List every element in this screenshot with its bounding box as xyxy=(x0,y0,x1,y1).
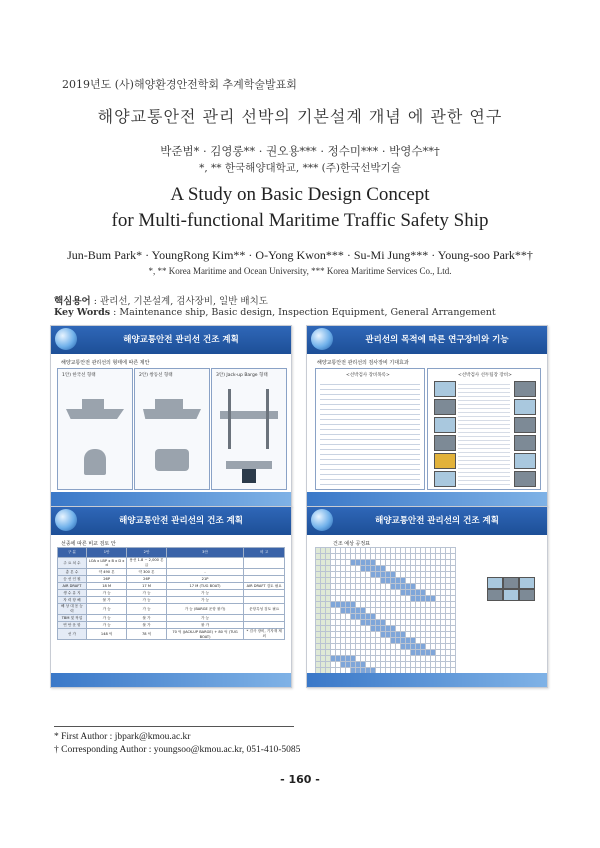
table-header-cell: 구 분 xyxy=(58,548,87,558)
barge-leg-image xyxy=(266,389,269,449)
keywords-korean-label: 핵심용어 xyxy=(54,296,91,307)
slide-footer xyxy=(51,673,291,687)
table-cell: 26P xyxy=(127,576,166,583)
table-cell: AIR DRAFT xyxy=(58,583,87,590)
proposal-label: 1안) 한국선 형태 xyxy=(62,373,96,378)
table-row xyxy=(58,597,285,604)
schedule-photo xyxy=(487,589,503,601)
globe-icon xyxy=(311,328,333,350)
catamaran-front-view-image xyxy=(155,449,189,471)
table-cell: 약 490 톤 xyxy=(86,569,127,576)
table-cell: 21P xyxy=(166,576,244,583)
barge-front-view-image xyxy=(226,461,272,469)
slide-equipment-functions xyxy=(306,325,548,507)
slide-title: 해양교통안전 관리선의 건조 계획 xyxy=(375,516,499,526)
table-cell: 불 가 xyxy=(127,622,166,629)
table-cell xyxy=(244,558,285,569)
affiliation-english: *, ** Korea Maritime and Ocean University, *** Korea Maritime Services Co., Ltd. xyxy=(148,266,452,276)
catamaran-superstructure-image xyxy=(155,399,183,409)
table-cell xyxy=(244,569,285,576)
keywords-english-text: : Maintenance ship, Basic design, Inspection Equipment, General Arrangement xyxy=(110,307,496,318)
table-cell: AIR DRAFT 검토 필요 xyxy=(244,583,285,590)
table-cell: 가 능 xyxy=(127,604,166,615)
slide-subtitle: 선종에 따른 비교 검토 안 xyxy=(61,541,116,547)
table-cell: * 검사 장비, 기자재 제외 xyxy=(244,629,285,640)
equipment-photo xyxy=(434,399,456,415)
slide-title: 해양교통안전 관리선의 건조 계획 xyxy=(119,516,243,526)
ship-superstructure-image xyxy=(82,399,104,409)
equipment-photo xyxy=(514,453,536,469)
slide-subtitle: 해양교통안전 관리선의 검사장비 기대효과 xyxy=(317,360,409,366)
equipment-photo xyxy=(514,381,536,397)
proposal-label: 3안) Jack-up Barge 형태 xyxy=(216,373,268,378)
slide-comparison-table xyxy=(50,506,292,688)
globe-icon xyxy=(55,509,77,531)
schedule-chart xyxy=(315,547,539,669)
barge-leg-image xyxy=(228,389,231,449)
table-cell xyxy=(244,597,285,604)
title-korean: 해양교통안전 관리 선박의 기본설계 개념 에 관한 연구 xyxy=(97,107,503,126)
equipment-photo xyxy=(514,399,536,415)
slide-title: 관리선의 목적에 따른 연구장비와 기능 xyxy=(365,335,509,345)
table-cell: 78 억 xyxy=(127,629,166,640)
table-cell: 가 능 xyxy=(86,590,127,597)
table-cell: 가 능 xyxy=(86,622,127,629)
table-cell: 가 능 xyxy=(127,597,166,604)
table-cell: TBM 및 작업 xyxy=(58,615,87,622)
slide-footer xyxy=(51,492,291,506)
proposal-panel-1 xyxy=(57,368,133,490)
table-cell: 선 가 xyxy=(58,629,87,640)
table-cell: 해 상 대 응 능 력 xyxy=(58,604,87,615)
table-row xyxy=(58,576,285,583)
equipment-effects-panel xyxy=(427,368,541,490)
slide-title: 해양교통안전 관리선 건조 계획 xyxy=(123,335,239,345)
slide-header xyxy=(307,326,547,354)
table-cell: 148 억 xyxy=(86,629,127,640)
slide-subtitle: 해양교통안전 관리선의 형태에 따른 제안 xyxy=(61,360,150,366)
table-cell: 용선 1.8 ~ 2,000 톤급 xyxy=(127,558,166,569)
table-cell: 가 능 (BARGE 운항 불가) xyxy=(166,604,244,615)
conference-header: 2019년도 (사)해양환경안전학회 추계학술발표회 xyxy=(62,78,297,91)
schedule-photo xyxy=(519,577,535,589)
table-cell: 가 능 xyxy=(86,604,127,615)
equipment-photo xyxy=(434,381,456,397)
equipment-photo xyxy=(514,435,536,451)
table-row xyxy=(58,583,285,590)
title-english-line2: for Multi-functional Maritime Traffic Safety Ship xyxy=(111,210,489,231)
catamaran-side-view-image xyxy=(143,409,201,419)
table-cell: 17 M xyxy=(127,583,166,590)
table-row xyxy=(58,569,285,576)
equipment-photo xyxy=(434,453,456,469)
equipment-list-panel xyxy=(315,368,425,490)
equipment-list-label: <선박검사 장비목록> xyxy=(346,373,390,378)
authors-english: Jun-Bum Park* · YoungRong Kim** · O-Yong Kwon*** · Su-Mi Jung*** · Young-soo Park**† xyxy=(67,248,533,262)
table-cell: - xyxy=(166,569,244,576)
keywords-english-label: Key Words xyxy=(54,307,111,318)
keywords-korean xyxy=(54,293,268,307)
table-cell: 불 가 xyxy=(127,615,166,622)
table-cell xyxy=(244,615,285,622)
schedule-photo xyxy=(487,577,503,589)
globe-icon xyxy=(311,509,333,531)
schedule-photo xyxy=(503,577,519,589)
table-cell: 가 능 xyxy=(86,615,127,622)
equipment-list-table xyxy=(320,380,420,486)
table-row xyxy=(58,558,285,569)
equipment-effects-label: <선박검사 선두팀장 장비> xyxy=(458,373,512,378)
table-row xyxy=(58,622,285,629)
proposal-panel-2 xyxy=(134,368,210,490)
table-row xyxy=(58,590,285,597)
ship-side-view-image xyxy=(66,409,124,419)
table-cell xyxy=(244,576,285,583)
slide-footer xyxy=(307,492,547,506)
footnote-divider xyxy=(54,726,294,727)
slide-header xyxy=(307,507,547,535)
schedule-grid xyxy=(315,547,456,680)
table-cell: 17 M (TUG BOAT) xyxy=(166,583,244,590)
table-cell: LOA x LBP x B x D x d xyxy=(86,558,127,569)
table-cell: 약 300 톤 xyxy=(127,569,166,576)
footnote-first-author: * First Author : jbpark@kmou.ac.kr xyxy=(54,732,191,742)
footnote-corresponding-author: † Corresponding Author : youngsoo@kmou.ac.kr, 051-410-5085 xyxy=(54,745,301,755)
equipment-photo xyxy=(434,471,456,487)
ship-front-view-image xyxy=(84,449,106,475)
comparison-table xyxy=(57,547,285,640)
keywords-korean-text: : 관리선, 기본설계, 검사장비, 일반 배치도 xyxy=(90,296,268,307)
table-cell: 70 억 (JACK-UP BARGE) + 80 억 (TUG BOAT) xyxy=(166,629,244,640)
slide-subtitle: 건조 예상 공정표 xyxy=(333,541,370,547)
schedule-photo xyxy=(503,589,519,601)
table-cell: 가 능 xyxy=(166,590,244,597)
equipment-photo xyxy=(514,471,536,487)
table-header-cell: 2안 xyxy=(127,548,166,558)
slide-footer xyxy=(307,673,547,687)
globe-icon xyxy=(55,328,77,350)
table-cell: 18 M xyxy=(86,583,127,590)
table-row xyxy=(58,629,285,640)
table-cell: 가 능 xyxy=(166,597,244,604)
table-cell xyxy=(166,558,244,569)
table-row xyxy=(58,604,285,615)
table-header-cell: 비 고 xyxy=(244,548,285,558)
table-cell: 26P xyxy=(86,576,127,583)
table-cell: 연 안 운 항 xyxy=(58,622,87,629)
equipment-photo xyxy=(434,435,456,451)
table-header-cell: 1안 xyxy=(86,548,127,558)
table-cell: 승 선 인 원 xyxy=(58,576,87,583)
proposal-label: 2안) 쌍동선 형태 xyxy=(139,373,173,378)
table-cell: 불 가 xyxy=(86,597,127,604)
equipment-photo xyxy=(434,417,456,433)
proposal-panel-3 xyxy=(211,368,287,490)
table-cell: 가 능 xyxy=(166,615,244,622)
table-cell xyxy=(244,590,285,597)
equipment-descriptions xyxy=(458,381,510,485)
table-cell: 총 톤 수 xyxy=(58,569,87,576)
slide-construction-schedule xyxy=(306,506,548,688)
slide-ship-type-proposal xyxy=(50,325,292,507)
schedule-photo xyxy=(519,589,535,601)
table-cell: 운항특성 검토 필요 xyxy=(244,604,285,615)
keywords-english xyxy=(54,307,496,318)
table-cell: 생 수 유 지 xyxy=(58,590,87,597)
affiliation-korean: *, ** 한국해양대학교, *** (주)한국선박기술 xyxy=(199,162,401,174)
authors-korean: 박준범* · 김영롱** · 권오용*** · 정수미*** · 박영수**† xyxy=(160,144,440,158)
barge-base-image xyxy=(242,469,256,483)
equipment-photo xyxy=(514,417,536,433)
table-header-cell: 3안 xyxy=(166,548,244,558)
slide-header xyxy=(51,507,291,535)
table-row xyxy=(58,615,285,622)
page-number: - 160 - xyxy=(280,773,320,786)
table-header-row xyxy=(58,548,285,558)
table-cell: 주 요 치 수 xyxy=(58,558,87,569)
table-cell xyxy=(244,622,285,629)
table-cell: 가 능 xyxy=(127,590,166,597)
slide-header xyxy=(51,326,291,354)
table-cell: 자 력 항 해 xyxy=(58,597,87,604)
title-english-line1: A Study on Basic Design Concept xyxy=(170,184,430,205)
table-cell: 불 가 xyxy=(166,622,244,629)
